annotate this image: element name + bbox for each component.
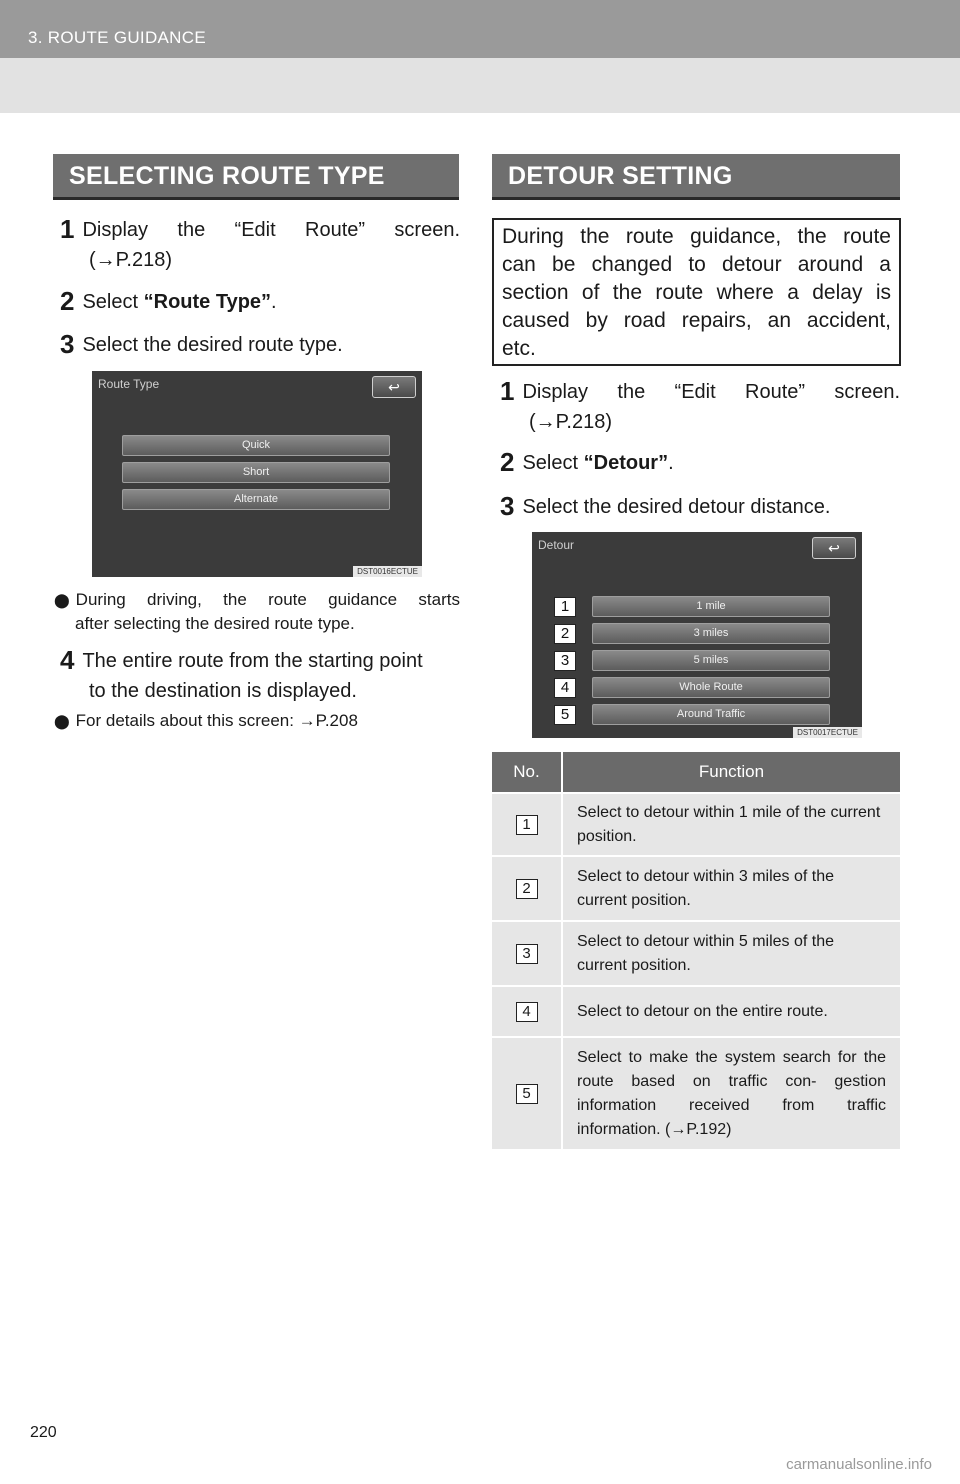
info-line: section of the route where a delay is [502,281,891,304]
callout-1: 1 [554,597,576,617]
option-short[interactable]: Short [122,462,390,483]
image-code: DST0017ECTUE [793,727,862,738]
route-type-screenshot [92,371,422,577]
info-line: etc. [502,337,536,360]
step-text: Select the desired route type. [82,334,343,356]
right-step-1 [500,376,900,437]
row-function: Select to detour within 5 miles of the current position. [562,921,900,986]
left-note-1 [54,588,460,635]
table-row [492,986,900,1037]
callout-4: 4 [554,678,576,698]
row-number: 4 [516,1002,538,1022]
step-number: 4 [60,645,75,675]
table-row [492,921,900,986]
callout-5: 5 [554,705,576,725]
step-number: 2 [60,286,75,316]
col-header-function: Function [562,752,900,793]
left-step-1 [60,214,460,275]
screen-title: Route Type [98,377,160,391]
row-function: Select to make the system search for the route based on traffic con- gestion information received from traffic information. (→P.192) [562,1037,900,1149]
detour-label: “Detour” [583,452,669,474]
note-text: During driving, the route guidance starts [75,590,460,609]
col-header-no: No. [492,752,562,793]
detour-function-table [492,752,900,1149]
right-step-3 [500,491,900,522]
info-line: can be changed to detour around a [502,253,891,276]
step-number: 3 [500,491,515,521]
step-number: 1 [60,214,75,244]
note-text: For details about this screen: →P.208 [75,711,358,730]
header-subband [0,58,960,113]
step-text: The entire route from the starting point [82,650,423,672]
route-type-label: “Route Type” [143,291,272,313]
step-punct: . [668,452,674,474]
step-text: Select [82,291,144,313]
step-text-cont: to the destination is displayed. [89,680,357,702]
right-step-2 [500,447,900,478]
callout-2: 2 [554,624,576,644]
step-punct: . [271,291,277,313]
table-row [492,856,900,921]
row-function: Select to detour within 3 miles of the current position. [562,856,900,921]
step-number: 1 [500,376,515,406]
step-text: Select [522,452,584,474]
note-text-cont: after selecting the desired route type. [75,614,355,633]
table-row [492,793,900,856]
section-title-detour: DETOUR SETTING [492,154,900,200]
row-function: Select to detour on the entire route. [562,986,900,1037]
option-whole-route[interactable]: Whole Route [592,677,830,698]
option-5-miles[interactable]: 5 miles [592,650,830,671]
row-number: 2 [516,879,538,899]
callout-3: 3 [554,651,576,671]
watermark: carmanualsonline.info [786,1456,932,1473]
left-step-2 [60,286,460,317]
row-number: 1 [516,815,538,835]
page-number: 220 [30,1424,57,1441]
option-1-mile[interactable]: 1 mile [592,596,830,617]
option-alternate[interactable]: Alternate [122,489,390,510]
step-text: Display the “Edit Route” screen. [82,219,460,241]
section-title-route-type: SELECTING ROUTE TYPE [53,154,459,200]
row-function: Select to detour within 1 mile of the current position. [562,793,900,856]
detour-screenshot [532,532,862,738]
left-step-4 [60,645,460,706]
table-row [492,1037,900,1149]
step-number: 2 [500,447,515,477]
step-ref[interactable]: (→P.218) [529,411,613,433]
option-3-miles[interactable]: 3 miles [592,623,830,644]
back-icon[interactable]: ↩ [372,376,416,398]
info-line: During the route guidance, the route [502,225,891,248]
step-ref[interactable]: (→P.218) [89,249,173,271]
option-around-traffic[interactable]: Around Traffic [592,704,830,725]
option-quick[interactable]: Quick [122,435,390,456]
left-note-2 [54,709,460,733]
image-code: DST0016ECTUE [353,566,422,577]
screen-title: Detour [538,538,575,552]
step-text: Select the desired detour distance. [522,496,831,518]
row-number: 5 [516,1084,538,1104]
row-number: 3 [516,944,538,964]
left-step-3 [60,329,460,360]
info-line: caused by road repairs, an accident, [502,309,891,332]
bullet-icon: ⬤ [54,592,70,608]
detour-info-box [492,218,901,366]
step-text: Display the “Edit Route” screen. [522,381,900,403]
chapter-title: 3. ROUTE GUIDANCE [28,28,206,47]
back-icon[interactable]: ↩ [812,537,856,559]
step-number: 3 [60,329,75,359]
bullet-icon: ⬤ [54,713,70,729]
